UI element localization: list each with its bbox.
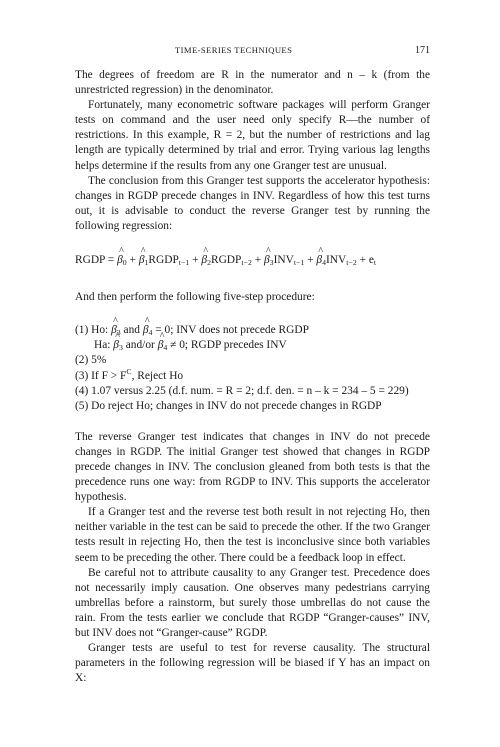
regression-equation: RGDP = ^ $\beta_0$ + ^ $\beta_1RGDP_{t-1}$ + ^ $\beta_2RGDP_{t-2}$ + ^ $\beta_3INV_{t-1}$ + ^ $\beta_4INV_{t-2} + e_t$	[75, 253, 430, 268]
step-5: (5) Do reject Ho; changes in INV do not precede changes in RGDP	[75, 399, 382, 412]
paragraph-causality: Be careful not to attribute causality to any Granger test. Precedence does not necessarily imply causation. One observes many pedestrians carrying umbrellas before a rainstorm, but surely those umbrellas do not cause the rain. From the tests earlier we conclude that RGDP “Granger-causes” INV, but INV does not “Granger-cause” RGDP.	[75, 566, 430, 639]
step-3: (3) If $F > F^C$, Reject Ho	[75, 366, 184, 382]
inv-lag1: $INV_{t-1}$	[273, 254, 305, 268]
equation-lhs: RGDP =	[75, 254, 115, 267]
error-term: + $e_t$	[356, 254, 377, 268]
chapter-title: TIME-SERIES TECHNIQUES	[175, 45, 293, 55]
step-2: (2) 5%	[75, 354, 107, 367]
paragraph-reverse-test: The reverse Granger test indicates that changes in INV do not precede changes in RGDP. The initial Granger test showed that changes in RGDP precede changes in INV. The conclusion gleaned from both tests is that the precedence runs one way: from RGDP to INV. This supports the accelerator hypothesis.	[75, 430, 430, 504]
rgdp-lag2: $RGDP_{t-2}$	[210, 254, 252, 268]
beta-4: ^ $\beta_4$	[316, 254, 326, 266]
beta-2: ^ $\beta_2$	[201, 254, 211, 266]
paragraph-degrees-of-freedom: The degrees of freedom are R in the numerator and n – k (from the unrestricted regression) in the denominator.	[75, 69, 430, 97]
beta-1: ^ $\beta_1$	[139, 254, 149, 266]
rgdp-lag1: $RGDP_{t-1}$	[148, 254, 190, 268]
beta-3: ^ $\beta_3$	[264, 254, 274, 266]
inv-lag2: $INV_{t-2}$	[326, 254, 357, 268]
paragraph-procedure-intro: And then perform the following five-step procedure:	[75, 291, 315, 304]
body-text	[75, 68, 430, 686]
beta-0: ^ $\beta_0$	[117, 254, 127, 266]
step-4: (4) 1.07 versus 2.25 (d.f. num. = R = 2; d.f. den. = n – k = 234 – 5 = 229)	[75, 384, 409, 397]
step-1: (1) Ho: ^ $\beta_3$ and ^ $\beta_4 = 0$; INV does not precede RGDP	[75, 323, 430, 338]
paragraph-both-tests: If a Granger test and the reverse test both result in not rejecting Ho, then neither variable in the test can be said to precede the other. If the two Granger tests result in rejecting Ho, then the test is inconclusive since both variables seem to be preceding the other. There could be a feedback loop in effect.	[75, 506, 430, 564]
page-number: 171	[415, 45, 430, 56]
step-1-alternative: Ha: ^ $\beta_3$ and/or ^ $\beta_4 \ne 0$; RGDP precedes INV	[75, 338, 430, 353]
paragraph-software: Fortunately, many econometric software packages will perform Granger tests on command and the user need only specify R—the number of restrictions. In this example, R = 2, but the number of restrictions and lag length are typically determined by trial and error. Trying various lag lengths helps determine if the results from any one Granger test are unusual.	[75, 99, 430, 172]
five-step-procedure	[75, 323, 430, 414]
paragraph-reverse-causality: Granger tests are useful to test for reverse causality. The structural parameters in the following regression will be biased if Y has an impact on X:	[75, 642, 430, 685]
paragraph-conclusion: The conclusion from this Granger test supports the accelerator hypothesis: changes in RGDP precede changes in INV. Regardless of how this test turns out, it is advisable to conduct the reverse Granger test by running the following regression:	[75, 174, 430, 232]
